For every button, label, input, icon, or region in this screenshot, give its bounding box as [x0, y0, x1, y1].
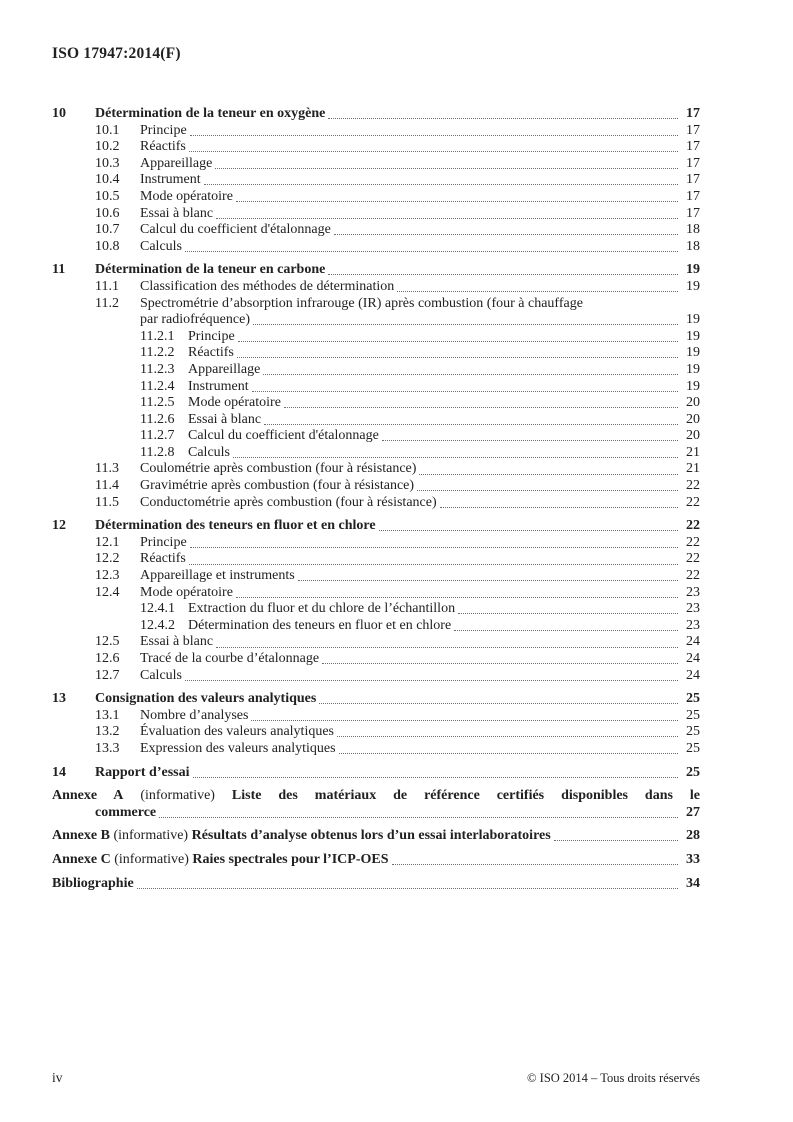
toc-entry-number: 12	[52, 518, 66, 534]
toc-entry-label: Réactifs	[188, 345, 234, 361]
toc-entry-number: 12.5	[95, 634, 120, 650]
toc-entry-number: 10.6	[95, 205, 120, 221]
toc-entry-page: 22	[686, 534, 700, 550]
toc-entry-12.3	[52, 568, 700, 585]
toc-entry-page: 33	[686, 851, 700, 867]
page-footer	[52, 1070, 700, 1086]
toc-entry-page: 21	[686, 461, 700, 477]
toc-entry-page: 19	[686, 378, 700, 394]
toc-entry-10.1	[52, 123, 700, 140]
toc-entry-11	[52, 262, 700, 279]
toc-entry-label: Extraction du fluor et du chlore de l’échantillon	[188, 601, 456, 617]
toc-entry-number: 12.4	[95, 584, 120, 600]
dotted-leader	[334, 234, 678, 235]
toc-entry-page: 25	[686, 724, 700, 740]
annex-title: Raies spectrales pour l’ICP-OES	[192, 851, 389, 867]
toc-entry-12.4.1	[52, 601, 700, 618]
dotted-leader	[392, 864, 679, 865]
toc-entry-12.5	[52, 634, 700, 651]
toc-entry-number: 10.1	[95, 122, 120, 138]
toc-entry-page: 18	[686, 238, 700, 254]
dotted-leader	[252, 391, 678, 392]
toc-entry-page: 19	[686, 345, 700, 361]
toc-entry-number: 11.2	[95, 295, 119, 311]
toc-entry-12.2	[52, 551, 700, 568]
toc-entry-label: Consignation des valeurs analytiques	[95, 691, 317, 707]
toc-entry-page: 21	[686, 444, 700, 460]
dotted-leader	[379, 530, 678, 531]
toc-entry-10.5	[52, 189, 700, 206]
toc-entry-label: Expression des valeurs analytiques	[140, 740, 336, 756]
dotted-leader	[284, 407, 678, 408]
toc-entry-11.2.3	[52, 362, 700, 379]
toc-entry-label: commerce	[95, 804, 157, 820]
toc-entry-page: 20	[686, 428, 700, 444]
toc-entry-11.5	[52, 495, 700, 512]
table-of-contents	[52, 106, 700, 892]
dotted-leader	[236, 201, 678, 202]
toc-entry-page: 19	[686, 262, 700, 278]
toc-entry-number: 10.4	[95, 172, 120, 188]
toc-entry-page: 23	[686, 584, 700, 600]
dotted-leader	[397, 291, 678, 292]
toc-entry-label: Instrument	[188, 378, 249, 394]
toc-entry	[52, 788, 700, 805]
toc-entry-label: Nombre d’analyses	[140, 707, 249, 723]
toc-entry-label: Évaluation des valeurs analytiques	[140, 724, 334, 740]
toc-entry-label: Détermination de la teneur en carbone	[95, 262, 326, 278]
copyright-notice: © ISO 2014 – Tous droits réservés	[527, 1071, 700, 1085]
toc-entry-label: Mode opératoire	[140, 584, 233, 600]
dotted-leader	[185, 680, 678, 681]
toc-entry-number: 12.4.2	[140, 617, 175, 633]
toc-entry-number: 11.2.8	[140, 444, 175, 460]
toc-entry-number: 11.2.4	[140, 378, 175, 394]
toc-entry-11.4	[52, 478, 700, 495]
toc-entry-13.1	[52, 708, 700, 725]
toc-entry-label	[52, 852, 389, 869]
toc-entry-page: 19	[686, 328, 700, 344]
toc-entry-number: 10.2	[95, 139, 120, 155]
dotted-leader	[263, 374, 678, 375]
toc-entry-10.4	[52, 172, 700, 189]
toc-entry-label: Gravimétrie après combustion (four à résistance)	[140, 478, 415, 494]
dotted-leader	[298, 580, 678, 581]
dotted-leader	[216, 218, 678, 219]
toc-entry-12	[52, 518, 700, 535]
toc-entry-10.8	[52, 239, 700, 256]
dotted-leader	[337, 736, 678, 737]
toc-entry-page: 23	[686, 617, 700, 633]
toc-entry-number: 11.3	[95, 461, 119, 477]
dotted-leader	[458, 613, 678, 614]
toc-entry-label: Conductométrie après combustion (four à résistance)	[140, 494, 437, 510]
annex-kind: (informative)	[110, 851, 193, 867]
toc-entry-13.2	[52, 724, 700, 741]
toc-entry-label: Spectrométrie d’absorption infrarouge (IR) après combustion (four à chauffage	[140, 295, 583, 311]
toc-entry-number: 11.2.2	[140, 345, 175, 361]
toc-entry-label: Instrument	[140, 172, 201, 188]
toc-entry-page: 18	[686, 222, 700, 238]
toc-entry-label: Détermination de la teneur en oxygène	[95, 106, 326, 121]
toc-entry-page: 24	[686, 651, 700, 666]
toc-entry-14	[52, 765, 700, 782]
toc-entry-page: 24	[686, 634, 700, 650]
toc-entry-label: Calculs	[140, 238, 182, 254]
toc-entry-10.2	[52, 139, 700, 156]
toc-entry-number: 13.2	[95, 724, 120, 740]
dotted-leader	[417, 490, 678, 491]
toc-entry-page: 27	[686, 804, 700, 820]
dotted-leader	[328, 274, 678, 275]
dotted-leader	[554, 840, 678, 841]
annex-prefix: Annexe B	[52, 828, 110, 844]
dotted-leader	[328, 118, 678, 119]
dotted-leader	[189, 151, 678, 152]
toc-entry-label: Calcul du coefficient d'étalonnage	[188, 428, 379, 444]
toc-entry-12.7	[52, 668, 700, 685]
toc-entry-label: Réactifs	[140, 139, 186, 155]
toc-entry-12.4.2	[52, 618, 700, 635]
toc-entry-11.2.8	[52, 445, 700, 462]
annex-prefix: Annexe C	[52, 851, 111, 867]
toc-entry-label: Appareillage	[140, 155, 213, 171]
toc-entry-10.3	[52, 156, 700, 173]
dotted-leader	[454, 630, 678, 631]
dotted-leader	[322, 663, 678, 664]
toc-entry-page: 17	[686, 122, 700, 138]
dotted-leader	[251, 720, 678, 721]
dotted-leader	[215, 168, 678, 169]
toc-entry-number: 11.5	[95, 494, 119, 510]
dotted-leader	[264, 424, 678, 425]
toc-entry-page: 20	[686, 411, 700, 427]
toc-entry-page: 25	[686, 691, 700, 707]
toc-entry-10.7	[52, 222, 700, 239]
toc-entry-13	[52, 691, 700, 708]
toc-entry-number: 14	[52, 764, 66, 780]
dotted-leader	[237, 357, 678, 358]
dotted-leader	[216, 647, 678, 648]
toc-entry-number: 12.4.1	[140, 601, 175, 617]
toc-entry-page: 17	[686, 106, 700, 121]
toc-entry-label	[52, 788, 700, 803]
toc-entry-number: 11.2.7	[140, 428, 175, 444]
toc-entry-page: 19	[686, 278, 700, 294]
toc-entry	[52, 828, 700, 845]
toc-entry-page: 25	[686, 707, 700, 723]
toc-entry-number: 10.7	[95, 222, 120, 238]
toc-entry-label: Appareillage et instruments	[140, 568, 295, 584]
dotted-leader	[204, 184, 678, 185]
toc-entry-label	[52, 828, 551, 845]
dotted-leader	[253, 324, 678, 325]
annex-kind: (informative)	[123, 788, 232, 804]
dotted-leader	[339, 753, 678, 754]
dotted-leader	[190, 547, 678, 548]
toc-entry-page: 17	[686, 188, 700, 204]
toc-entry-label: Principe	[140, 122, 187, 138]
toc-entry-label: Calculs	[188, 444, 230, 460]
toc-entry-page: 34	[686, 875, 700, 891]
toc-entry-label: Mode opératoire	[188, 395, 281, 411]
toc-entry-number: 11.2.6	[140, 411, 175, 427]
toc-entry-page: 17	[686, 155, 700, 171]
dotted-leader	[159, 817, 678, 818]
toc-entry-11.2	[52, 296, 700, 313]
toc-entry-number: 13.1	[95, 707, 120, 723]
toc-entry-label: Essai à blanc	[188, 411, 262, 427]
toc-entry-label: Classification des méthodes de détermination	[140, 278, 395, 294]
dotted-leader	[238, 341, 678, 342]
dotted-leader	[137, 888, 678, 889]
toc-entry-13.3	[52, 741, 700, 758]
toc-entry	[52, 805, 700, 822]
toc-entry-number: 11	[52, 262, 66, 278]
dotted-leader	[419, 474, 678, 475]
annex-kind: (informative)	[109, 828, 192, 844]
dotted-leader	[185, 251, 678, 252]
dotted-leader	[193, 777, 678, 778]
dotted-leader	[236, 597, 678, 598]
toc-entry-11.2.2	[52, 345, 700, 362]
toc-entry-label: Tracé de la courbe d’étalonnage	[140, 651, 320, 666]
toc-entry-label: Détermination des teneurs en fluor et en chlore	[188, 617, 452, 633]
toc-entry-page: 25	[686, 740, 700, 756]
toc-entry-number: 11.2.1	[140, 328, 175, 344]
toc-entry-page: 22	[686, 518, 700, 534]
toc-entry-number: 12.2	[95, 551, 120, 567]
toc-entry-page: 28	[686, 828, 700, 844]
toc-entry-number: 10.8	[95, 238, 120, 254]
dotted-leader	[233, 457, 678, 458]
toc-entry-11.2.5	[52, 395, 700, 412]
toc-entry-12.6	[52, 651, 700, 668]
toc-entry-label: Principe	[140, 534, 187, 550]
toc-entry-page: 19	[686, 361, 700, 377]
toc-entry-12.4	[52, 585, 700, 602]
toc-entry-page: 25	[686, 764, 700, 780]
toc-entry-page: 17	[686, 139, 700, 155]
toc-entry	[52, 852, 700, 869]
toc-entry-label: Coulométrie après combustion (four à résistance)	[140, 461, 417, 477]
toc-entry-number: 12.7	[95, 667, 120, 683]
toc-entry-label: Essai à blanc	[140, 634, 214, 650]
toc-entry-page: 24	[686, 667, 700, 683]
toc-entry-page: 20	[686, 395, 700, 411]
toc-entry-11.2.4	[52, 379, 700, 396]
toc-entry-number: 13	[52, 691, 66, 707]
document-reference-header: ISO 17947:2014(F)	[52, 45, 181, 62]
toc-entry	[52, 312, 700, 329]
toc-entry-label: Appareillage	[188, 361, 261, 377]
toc-entry-label: Calcul du coefficient d'étalonnage	[140, 222, 331, 238]
toc-entry-11.2.1	[52, 329, 700, 346]
toc-entry-number: 11.1	[95, 278, 119, 294]
toc-entry-number: 12.3	[95, 568, 120, 584]
toc-entry-11.1	[52, 279, 700, 296]
toc-entry-page: 22	[686, 494, 700, 510]
toc-entry-number: 11.2.3	[140, 361, 175, 377]
toc-entry-page: 22	[686, 568, 700, 584]
dotted-leader	[440, 507, 678, 508]
toc-entry-10	[52, 106, 700, 123]
toc-entry-label: Réactifs	[140, 551, 186, 567]
toc-entry-label: Rapport d’essai	[95, 764, 190, 780]
toc-entry-page: 17	[686, 205, 700, 221]
toc-entry-page: 22	[686, 478, 700, 494]
toc-entry-page: 19	[686, 312, 700, 328]
toc-entry-page: 17	[686, 172, 700, 188]
toc-entry-10.6	[52, 206, 700, 223]
toc-entry-label: Mode opératoire	[140, 188, 233, 204]
toc-entry-label: Bibliographie	[52, 875, 134, 891]
toc-entry-number: 10	[52, 106, 66, 121]
dotted-leader	[319, 703, 678, 704]
toc-entry-label: Calculs	[140, 667, 182, 683]
toc-entry-number: 11.2.5	[140, 395, 175, 411]
toc-entry-number: 11.4	[95, 478, 119, 494]
toc-entry-12.1	[52, 535, 700, 552]
annex-title: Résultats d’analyse obtenus lors d’un essai interlaboratoires	[191, 828, 551, 844]
toc-entry-label: Détermination des teneurs en fluor et en chlore	[95, 518, 376, 534]
toc-entry-label: Essai à blanc	[140, 205, 214, 221]
toc-entry-number: 10.5	[95, 188, 120, 204]
toc-entry-number: 12.6	[95, 651, 120, 666]
dotted-leader	[189, 564, 678, 565]
toc-entry-number: 12.1	[95, 534, 120, 550]
toc-entry-11.3	[52, 461, 700, 478]
annex-prefix: Annexe A	[52, 788, 124, 804]
toc-entry-label: par radiofréquence)	[140, 312, 250, 328]
toc-entry-number: 10.3	[95, 155, 120, 171]
toc-entry-page: 23	[686, 601, 700, 617]
toc-entry-11.2.7	[52, 428, 700, 445]
toc-entry-11.2.6	[52, 412, 700, 429]
toc-entry-page: 22	[686, 551, 700, 567]
toc-entry-number: 13.3	[95, 740, 120, 756]
annex-title: Liste des matériaux de référence certifiés disponibles dans le	[231, 788, 700, 804]
toc-entry-label: Principe	[188, 328, 235, 344]
dotted-leader	[190, 135, 678, 136]
page-number-roman: iv	[52, 1070, 63, 1085]
toc-entry	[52, 876, 700, 893]
dotted-leader	[382, 440, 678, 441]
